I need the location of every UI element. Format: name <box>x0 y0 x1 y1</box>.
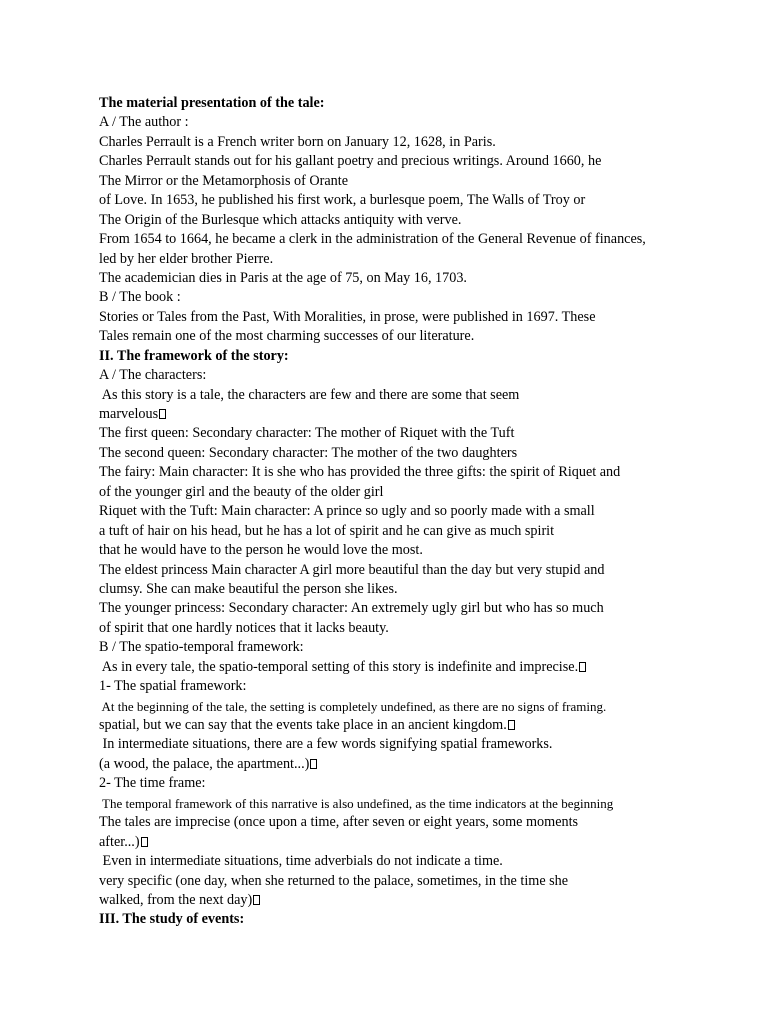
line-text: II. The framework of the story: <box>99 347 289 364</box>
text-line <box>99 619 739 638</box>
line-text: The material presentation of the tale: <box>99 95 325 111</box>
text-line <box>99 444 739 463</box>
line-text: 2- The time frame: <box>99 775 206 792</box>
text-line <box>99 794 739 813</box>
line-text: III. The study of events: <box>99 911 245 928</box>
text-line <box>99 191 739 210</box>
line-text: The temporal framework of this narrative is also undefined, as the time indicators at the beginning <box>99 795 614 811</box>
line-text: At the beginning of the tale, the setting is completely undefined, as there are no signs of framing. <box>99 698 607 714</box>
text-line <box>99 638 739 657</box>
line-text: Charles Perrault stands out for his gallant poetry and precious writings. Around 1660, he <box>99 153 602 170</box>
line-text: Riquet with the Tuft: Main character: A prince so ugly and so poorly made with a small <box>99 503 595 520</box>
line-text: Stories or Tales from the Past, With Moralities, in prose, were published in 1697. These <box>99 308 596 325</box>
text-line <box>99 133 739 152</box>
text-line <box>99 677 739 696</box>
text-line <box>99 366 739 385</box>
line-text: spatial, but we can say that the events take place in an ancient kingdom. <box>99 717 507 733</box>
line-text: after...) <box>99 833 140 850</box>
text-line <box>99 386 739 405</box>
text-line <box>99 599 739 618</box>
line-text: Even in intermediate situations, time adverbials do not indicate a time. <box>99 853 503 870</box>
line-text: of Love. In 1653, he published his first work, a burlesque poem, The Walls of Troy or <box>99 192 586 209</box>
missing-glyph-box-icon <box>253 895 260 905</box>
text-line <box>99 774 739 793</box>
section-heading <box>99 94 739 113</box>
text-line <box>99 852 739 871</box>
line-text: As this story is a tale, the characters are few and there are some that seem <box>99 386 520 403</box>
line-text: of spirit that one hardly notices that it lacks beauty. <box>99 619 389 636</box>
text-line <box>99 755 739 774</box>
line-text: The tales are imprecise (once upon a time, after seven or eight years, some moments <box>99 814 579 831</box>
line-text: very specific (one day, when she returned to the palace, sometimes, in the time she <box>99 872 569 889</box>
text-line <box>99 308 739 327</box>
line-text: a tuft of hair on his head, but he has a lot of spirit and he can give as much spirit <box>99 522 555 539</box>
text-line <box>99 250 739 269</box>
line-text: B / The book : <box>99 289 181 306</box>
text-line <box>99 833 739 852</box>
line-text: of the younger girl and the beauty of the older girl <box>99 483 384 500</box>
line-text: (a wood, the palace, the apartment...) <box>99 755 310 772</box>
line-text: that he would have to the person he would love the most. <box>99 542 423 559</box>
line-text: The first queen: Secondary character: The mother of Riquet with the Tuft <box>99 425 515 442</box>
line-text: A / The author : <box>99 114 189 131</box>
line-text: Tales remain one of the most charming successes of our literature. <box>99 328 475 345</box>
line-text: The Origin of the Burlesque which attacks antiquity with verve. <box>99 211 462 228</box>
text-line <box>99 327 739 346</box>
text-line <box>99 872 739 891</box>
text-line <box>99 580 739 599</box>
line-text: clumsy. She can make beautiful the person she likes. <box>99 580 398 597</box>
line-text: A / The characters: <box>99 367 207 384</box>
text-line <box>99 113 739 132</box>
text-line <box>99 541 739 560</box>
text-line <box>99 561 739 580</box>
line-text: walked, from the next day) <box>99 891 253 908</box>
line-text: 1- The spatial framework: <box>99 678 247 695</box>
text-line <box>99 211 739 230</box>
missing-glyph-box-icon <box>579 662 586 672</box>
line-text: Charles Perrault is a French writer born on January 12, 1628, in Paris. <box>99 133 496 150</box>
text-line <box>99 269 739 288</box>
text-line <box>99 230 739 249</box>
section-heading <box>99 910 739 929</box>
missing-glyph-box-icon <box>141 837 148 847</box>
text-line <box>99 152 739 171</box>
line-text: The fairy: Main character: It is she who has provided the three gifts: the spirit of Riquet and <box>99 464 621 481</box>
text-line <box>99 424 739 443</box>
missing-glyph-box-icon <box>310 759 317 769</box>
text-line <box>99 172 739 191</box>
document-body <box>99 94 739 930</box>
line-text: As in every tale, the spatio-temporal setting of this story is indefinite and imprecise. <box>99 658 579 675</box>
missing-glyph-box-icon <box>159 409 166 419</box>
text-line <box>99 697 739 716</box>
text-line <box>99 813 739 832</box>
section-heading <box>99 347 739 366</box>
text-line <box>99 483 739 502</box>
line-text: In intermediate situations, there are a few words signifying spatial frameworks. <box>99 736 553 753</box>
text-line <box>99 502 739 521</box>
text-line <box>99 716 739 735</box>
line-text: B / The spatio-temporal framework: <box>99 639 304 656</box>
text-line <box>99 288 739 307</box>
line-text: From 1654 to 1664, he became a clerk in the administration of the General Revenue of finances, <box>99 231 646 248</box>
text-line <box>99 891 739 910</box>
text-line <box>99 463 739 482</box>
text-line <box>99 658 739 677</box>
line-text: led by her elder brother Pierre. <box>99 250 274 267</box>
line-text: The second queen: Secondary character: The mother of the two daughters <box>99 444 518 461</box>
line-text: The Mirror or the Metamorphosis of Orante <box>99 172 349 189</box>
missing-glyph-box-icon <box>508 720 515 730</box>
line-text: The younger princess: Secondary character: An extremely ugly girl but who has so much <box>99 600 604 617</box>
line-text: The eldest princess Main character A girl more beautiful than the day but very stupid and <box>99 561 605 578</box>
text-line <box>99 405 739 424</box>
line-text: The academician dies in Paris at the age of 75, on May 16, 1703. <box>99 269 467 286</box>
line-text: marvelous <box>99 406 159 422</box>
text-line <box>99 735 739 754</box>
text-line <box>99 522 739 541</box>
